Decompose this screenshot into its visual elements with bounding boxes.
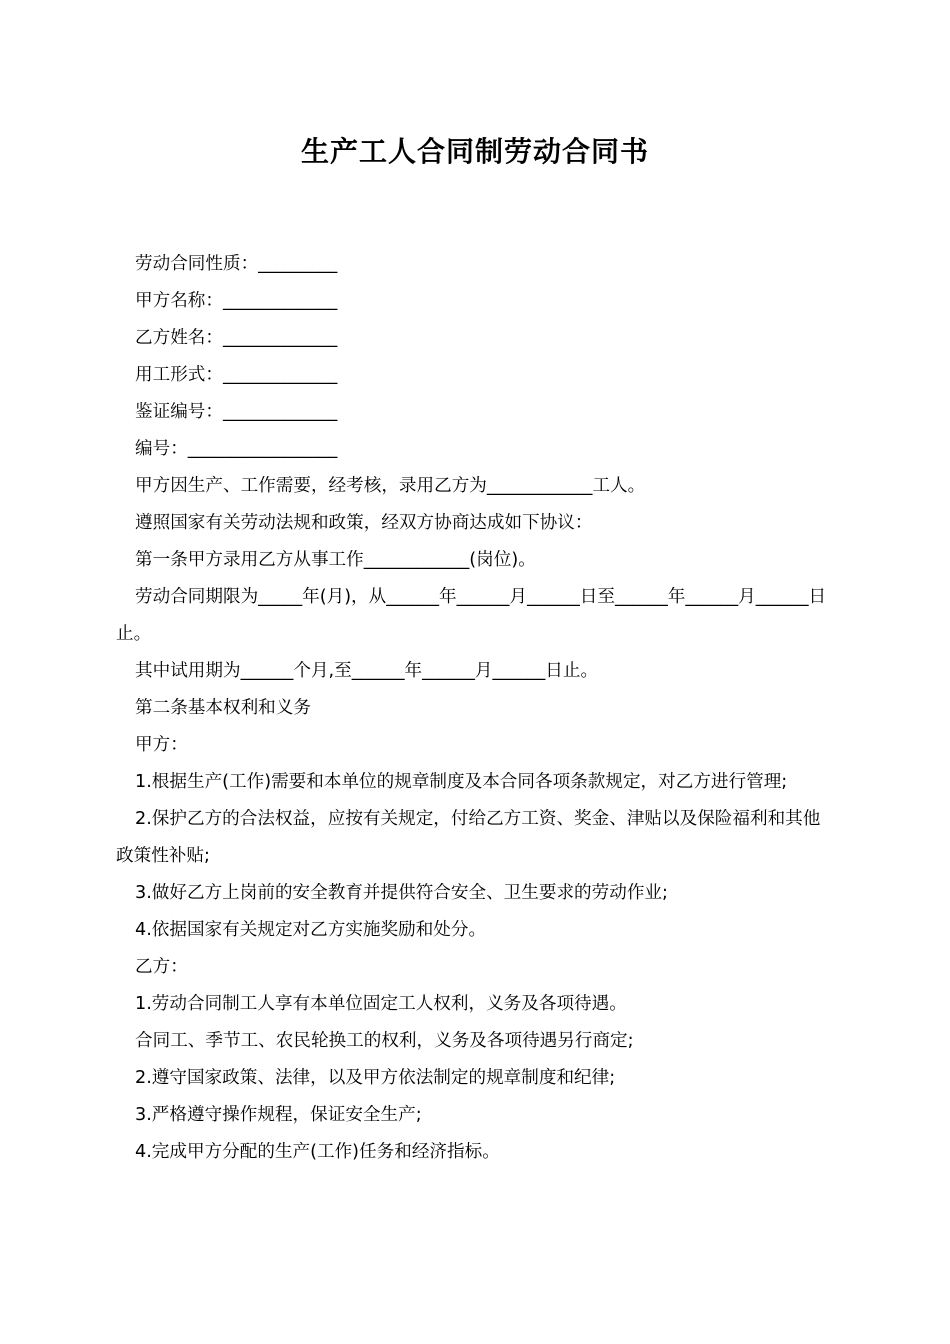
party-b-item-4: 4.完成甲方分配的生产(工作)任务和经济指标。: [135, 1142, 500, 1162]
field-certification-number: 鉴证编号：_____________: [135, 402, 338, 422]
field-number: 编号：_________________: [135, 439, 338, 459]
field-contract-nature: 劳动合同性质：_________: [135, 254, 338, 274]
party-b-item-1-note: 合同工、季节工、农民轮换工的权利，义务及各项待遇另行商定;: [135, 1031, 634, 1051]
field-employment-form: 用工形式：_____________: [135, 365, 338, 385]
article-1: 第一条甲方录用乙方从事工作____________(岗位)。: [135, 550, 536, 570]
party-a-item-2: 2.保护乙方的合法权益，应按有关规定，付给乙方工资、奖金、津贴以及保险福利和其他政策性补贴;: [116, 809, 821, 866]
party-a-item-4: 4.依据国家有关规定对乙方实施奖励和处分。: [135, 920, 487, 940]
party-b-item-2: 2.遵守国家政策、法律，以及甲方依法制定的规章制度和纪律;: [135, 1068, 616, 1088]
paragraph-probation: 其中试用期为______个月,至______年______月______日止。: [135, 661, 599, 681]
article-2-heading: 第二条基本权利和义务: [135, 698, 311, 718]
paragraph-contract-term: 劳动合同期限为_____年(月)，从______年______月______日至______年______月______日止。: [116, 587, 827, 644]
document-title: 生产工人合同制劳动合同书: [300, 135, 649, 168]
paragraph-hiring: 甲方因生产、工作需要，经考核，录用乙方为____________工人。: [135, 476, 646, 496]
paragraph-agreement-intro: 遵照国家有关劳动法规和政策，经双方协商达成如下协议：: [135, 513, 593, 533]
party-b-item-3: 3.严格遵守操作规程，保证安全生产;: [135, 1105, 422, 1125]
document-body: [116, 246, 836, 1171]
party-a-item-1: 1.根据生产(工作)需要和本单位的规章制度及本合同各项条款规定，对乙方进行管理;: [135, 772, 788, 792]
field-party-a-name: 甲方名称：_____________: [135, 291, 338, 311]
party-b-item-1: 1.劳动合同制工人享有本单位固定工人权利，义务及各项待遇。: [135, 994, 627, 1014]
party-a-heading: 甲方：: [135, 735, 188, 755]
party-b-heading: 乙方：: [135, 957, 188, 977]
field-party-b-name: 乙方姓名：_____________: [135, 328, 338, 348]
party-a-item-3: 3.做好乙方上岗前的安全教育并提供符合安全、卫生要求的劳动作业;: [135, 883, 668, 903]
